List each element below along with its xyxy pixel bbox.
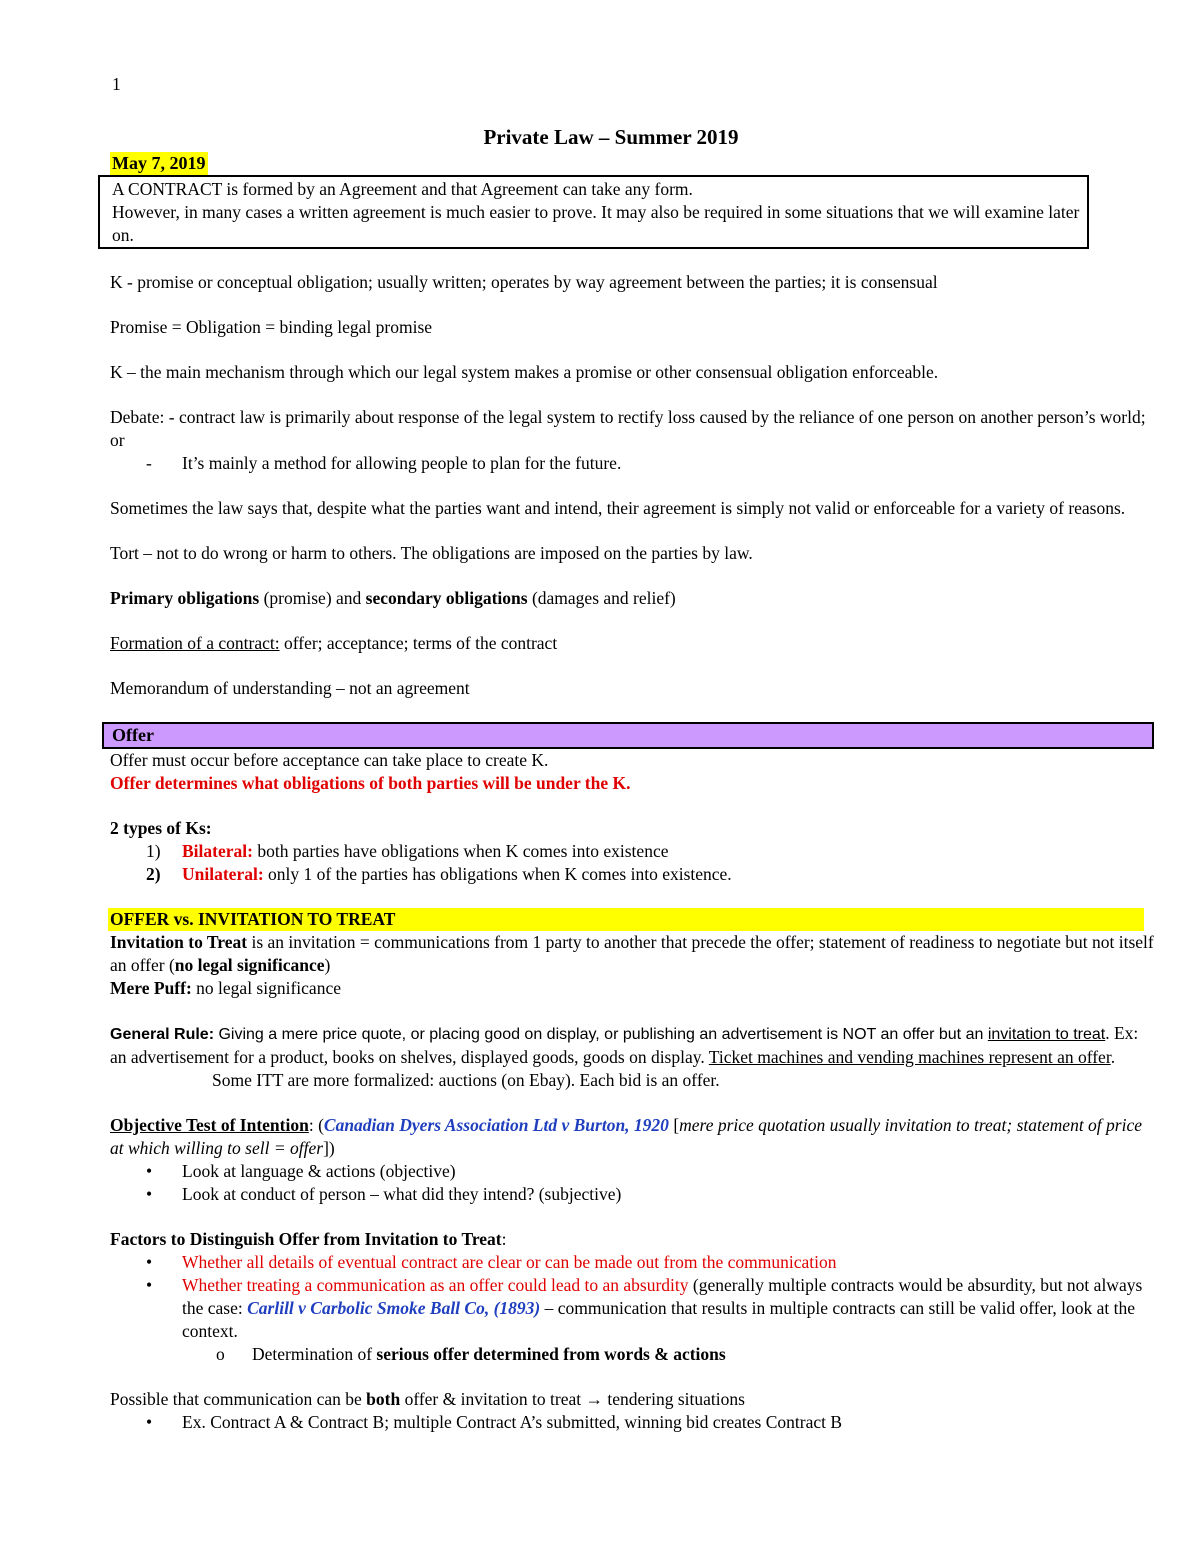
paragraph-primary-obligations xyxy=(110,587,1155,610)
no-legal-significance: no legal significance xyxy=(174,955,325,975)
paragraph-debate: Debate: - contract law is primarily about response of the legal system to rectify loss caused by the reliance of one person on another person’s world; or xyxy=(110,407,1146,450)
objective-bullet-text: Look at conduct of person – what did they intend? (subjective) xyxy=(182,1184,622,1204)
general-rule xyxy=(110,1022,1155,1092)
sub-bullet-bold: serious offer determined from words & actions xyxy=(376,1344,726,1364)
dash-marker: - xyxy=(146,453,152,473)
sub-bullet-text: Determination of xyxy=(252,1344,377,1364)
document-body xyxy=(110,152,1155,1434)
objective-text-3: ]) xyxy=(323,1138,335,1158)
mere-puff-text: no legal significance xyxy=(191,978,341,998)
objective-text-2: [ xyxy=(668,1115,680,1135)
itt-text-2: ) xyxy=(324,955,331,975)
primary-obligations-term: Primary obligations xyxy=(110,588,260,608)
list-item-unilateral xyxy=(110,863,1155,886)
objective-test-term: Objective Test of Intention xyxy=(110,1115,309,1135)
factors-colon: : xyxy=(501,1229,507,1249)
general-rule-text-1: Giving a mere price quote, or placing good on display, or publishing an advertisement is NOT an offer but an xyxy=(214,1026,988,1043)
sub-bullet-marker: o xyxy=(216,1344,225,1364)
bullet-marker: • xyxy=(146,1184,153,1204)
unilateral-label: Unilateral: xyxy=(182,864,264,884)
factors-bullet-2 xyxy=(110,1274,1155,1343)
paragraph-sometimes: Sometimes the law says that, despite what the parties want and intend, their agreement is simply not valid or enforceable for a variety of reasons. xyxy=(110,498,1126,518)
bilateral-text: both parties have obligations when K comes into existence xyxy=(252,841,669,861)
itt-definition xyxy=(110,931,1155,977)
objective-text-1: : ( xyxy=(308,1115,324,1135)
page-number: 1 xyxy=(112,74,121,94)
factors-heading xyxy=(110,1228,1155,1251)
factors-sub-bullet xyxy=(110,1343,1155,1366)
mere-puff xyxy=(110,977,1155,1000)
possible-text-1: Possible that communication can be xyxy=(110,1389,367,1409)
possible-bullet-text: Ex. Contract A & Contract B; multiple Contract A’s submitted, winning bid creates Contract B xyxy=(182,1412,843,1432)
bullet-marker: • xyxy=(146,1412,153,1432)
debate-bullet xyxy=(110,452,1155,475)
general-rule-term: General Rule: xyxy=(110,1026,215,1043)
possible-bold: both xyxy=(366,1389,401,1409)
general-rule-text-3: . xyxy=(1110,1047,1116,1067)
invitation-to-treat-underlined: invitation to treat xyxy=(987,1026,1106,1043)
debate-bullet-text: It’s mainly a method for allowing people to plan for the future. xyxy=(182,453,622,473)
mere-puff-term: Mere Puff: xyxy=(110,978,192,998)
general-rule-text-4: Some ITT are more formalized: auctions (on Ebay). Each bid is an offer. xyxy=(212,1070,720,1090)
factors-bullet-2-red: Whether treating a communication as an offer could lead to an absurdity xyxy=(182,1275,689,1295)
bullet-marker: • xyxy=(146,1275,153,1295)
unilateral-text: only 1 of the parties has obligations when K comes into existence. xyxy=(263,864,732,884)
bullet-marker: • xyxy=(146,1252,153,1272)
factors-bullet-1-text: Whether all details of eventual contract are clear or can be made out from the communication xyxy=(182,1252,837,1272)
itt-term: Invitation to Treat xyxy=(110,932,248,952)
ticket-machines-underlined: Ticket machines and vending machines represent an offer xyxy=(708,1047,1111,1067)
factors-bullet-2-text-2: – communication that results in multiple contracts can still be valid offer, look at the context. xyxy=(182,1298,1136,1341)
possible-paragraph xyxy=(110,1388,1155,1411)
primary-text-2: (damages and relief) xyxy=(527,588,676,608)
objective-bullet-1 xyxy=(110,1160,1155,1183)
paragraph-promise: Promise = Obligation = binding legal promise xyxy=(110,317,433,337)
case-carlill: Carlill v Carbolic Smoke Ball Co, (1893) xyxy=(247,1298,541,1318)
possible-bullet xyxy=(110,1411,1155,1434)
secondary-obligations-term: secondary obligations xyxy=(365,588,528,608)
list-item-bilateral xyxy=(110,840,1155,863)
primary-text-1: (promise) and xyxy=(259,588,366,608)
factors-term: Factors to Distinguish Offer from Invitation to Treat xyxy=(110,1229,502,1249)
paragraph-tort: Tort – not to do wrong or harm to others. The obligations are imposed on the parties by law. xyxy=(110,543,753,563)
offer-line-2: Offer determines what obligations of both parties will be under the K. xyxy=(110,773,631,793)
paragraph-k-definition: K - promise or conceptual obligation; usually written; operates by way agreement between the parties; it is consensual xyxy=(110,272,938,292)
types-heading: 2 types of Ks: xyxy=(110,818,212,838)
box-line-2: However, in many cases a written agreement is much easier to prove. It may also be required in some situations that we will examine later on. xyxy=(112,202,1080,245)
formation-term: Formation of a contract: xyxy=(110,633,280,653)
formation-text: offer; acceptance; terms of the contract xyxy=(279,633,558,653)
offer-line-1: Offer must occur before acceptance can take place to create K. xyxy=(110,750,549,770)
objective-bullet-2 xyxy=(110,1183,1155,1206)
factors-bullet-1 xyxy=(110,1251,1155,1274)
general-rule-text-2: . Ex: an advertisement for a product, books on shelves, displayed goods, goods on display. xyxy=(110,1023,1139,1067)
document-title: Private Law – Summer 2019 xyxy=(483,125,739,149)
contract-definition-box xyxy=(98,175,1089,249)
paragraph-formation xyxy=(110,632,1155,655)
list-marker: 1) xyxy=(146,841,161,861)
objective-italic-note: mere price quotation usually invitation to treat; statement of price at which willing to sell = offer xyxy=(110,1115,1143,1158)
paragraph-memorandum: Memorandum of understanding – not an agreement xyxy=(110,678,470,698)
objective-test xyxy=(110,1114,1155,1160)
bilateral-label: Bilateral: xyxy=(182,841,253,861)
offer-section-heading: Offer xyxy=(102,722,1154,749)
box-line-1: A CONTRACT is formed by an Agreement and that Agreement can take any form. xyxy=(112,179,693,199)
factors-bullet-2-text-1: (generally multiple contracts would be absurdity, but not always the case: xyxy=(182,1275,1143,1318)
date-heading: May 7, 2019 xyxy=(112,153,206,173)
case-canadian-dyers: Canadian Dyers Association Ltd v Burton, 1920 xyxy=(323,1115,669,1135)
bullet-marker: • xyxy=(146,1161,153,1181)
paragraph-mechanism: K – the main mechanism through which our legal system makes a promise or other consensual obligation enforceable. xyxy=(110,362,939,382)
possible-text-2: offer & invitation to treat → tendering situations xyxy=(400,1389,745,1409)
itt-section-heading: OFFER vs. INVITATION TO TREAT xyxy=(108,908,1144,931)
objective-bullet-text: Look at language & actions (objective) xyxy=(182,1161,456,1181)
itt-text-1: is an invitation = communications from 1 party to another that precede the offer; statement of readiness to negotiate but not itself an offer ( xyxy=(110,932,1154,975)
list-marker: 2) xyxy=(146,864,161,884)
